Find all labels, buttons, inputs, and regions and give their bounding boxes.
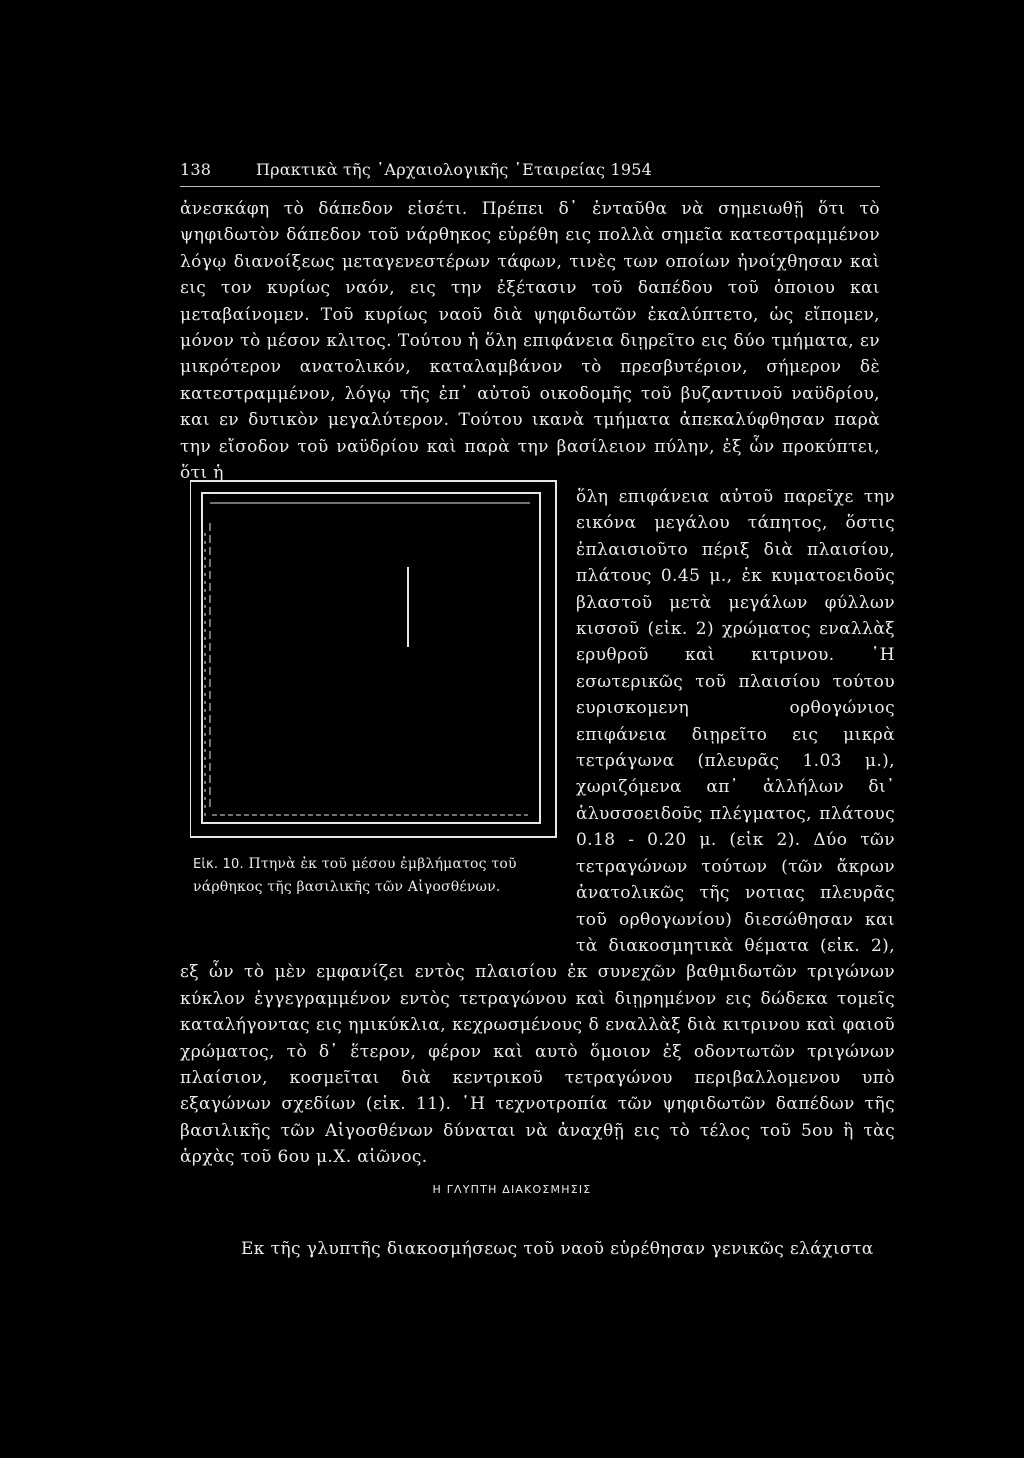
figure-caption-text: Πτηνὰ ἐκ τοῦ μέσου ἐμβλήματος τοῦ νάρθηκος τῆς βασιλικῆς τῶν Αἰγοσθένων.: [193, 856, 517, 895]
figure-wrap-spacer: [180, 484, 576, 948]
paragraph-intro: ἀνεσκάφη τὸ δάπεδον εἰσέτι. Πρέπει δ᾿ ἐνταῦθα νὰ σημειωθῇ ὅτι τὸ ψηφιδωτὸν δάπεδον τοῦ νάρθηκος εὑρέθη εις πολλὰ σημεῖα κατεστραμμένον λόγῳ διανοίξεως μεταγενεστέρων τάφων, τινὲς των οποίων ἠνοίχθησαν καὶ εις τον κυρίως ναόν, εις την ἐξέτασιν τοῦ δαπέδου τοῦ ὁποιου και μεταβαίνομεν. Τοῦ κυρίως ναοῦ διὰ ψηφιδωτῶν ἐκαλύπτετο, ὡς εἴπομεν, μόνον τὸ μέσον κλιτος. Τούτου ἡ ὅλη επιφάνεια διῃρεῖτο εις δύο τμήματα, εν μικρότερον ανατολικόν, καταλαμβάνον τὸ πρεσβυτέριον, σήμερον δὲ κατεστραμμένον, λόγῳ τῆς ἐπ᾿ αὐτοῦ οικοδομῆς τοῦ βυζαντινοῦ ναϋδρίου, και εν δυτικὸν μεγαλύτερον. Τούτου ικανὰ τμήματα ἀπεκαλύφθησαν παρὰ την εἴσοδον τοῦ ναϋδρίου καὶ παρὰ την βασίλειον πύλην, ἐξ ὧν προκύπτει, ὅτι ἡ: [180, 199, 880, 484]
paragraph-sculpture: Εκ τῆς γλυπτῆς διακοσμήσεως τοῦ ναοῦ εὑρέθησαν γενικῶς ελάχιστα: [241, 1239, 874, 1259]
paragraph-mosaic-description: ὅλη επιφάνεια αὐτοῦ παρεῖχε την εικόνα μεγάλου τάπητος, ὅστις ἐπλαισιοῦτο πέριξ διὰ πλαισίου, πλάτους 0.45 μ., ἐκ κυματοειδοῦς βλαστοῦ μετὰ μεγάλων φύλλων κισσοῦ (εἰκ. 2) χρώματος εναλλὰξ ερυθροῦ καὶ κιτρινου. ῾Η εσωτερικῶς τοῦ πλαισίου τούτου ευρισκομενη ορθογώνιος επιφάνεια διῃρεῖτο εις μικρὰ τετράγωνα (πλευρᾶς 1.03 μ.), χωριζόμενα απ᾿ ἀλλήλων δι᾿ ἁλυσσοειδοῦς πλέγματος, πλάτους 0.18 - 0.20 μ. (εἰκ 2). Δύο τῶν τετραγώνων τούτων (τῶν ἄκρων ἀνατολικῶς τῆς νοτιας πλευρᾶς τοῦ ορθογωνίου) διεσώθησαν και τὰ διακοσμητικὰ θέματα (εἰκ. 2), εξ ὧν τὸ μὲν εμφανίζει εντὸς πλαισίου ἐκ συνεχῶν βαθμιδωτῶν τριγώνων κύκλον ἐγγεγραμμένον εντὸς τετραγώνου καὶ διῃρημένον εις δώδεκα τομεῖς καταλήγοντας εις ημικύκλια, κεχρωσμένους δ εναλλὰξ διὰ κιτρινου καὶ φαιοῦ χρώματος, τὸ δ᾿ ἕτερον, φέρον καὶ αυτὸ ὅμοιον ἐξ οδοντωτῶν τριγώνων πλαίσιον, κοσμεῖται διὰ κεντρικοῦ τετραγώνου περιβαλλομενου υπὸ εξαγώνων σχεδίων (εἰκ. 11). ῾Η τεχνοτροπία τῶν ψηφιδωτῶν δαπέδων τῆς βασιλικῆς τῶν Αἰγοσθένων δύναται νὰ ἀναχθῇ εις τὸ τέλος τοῦ 5ου ἢ τὰς ἀρχὰς τοῦ 6ου μ.Χ. αἰῶνος.: [180, 484, 895, 1171]
section-heading: Η ΓΛΥΠΤΗ ΔΙΑΚΟΣΜΗΣΙΣ: [432, 1183, 592, 1196]
running-head: Πρακτικὰ τῆς ᾿Αρχαιολογικῆς ῾Εταιρείας 1954: [256, 160, 653, 179]
figure-caption-ref: Εἰκ. 10.: [193, 857, 244, 872]
header-rule: [180, 186, 880, 187]
page-number: 138: [180, 160, 212, 179]
